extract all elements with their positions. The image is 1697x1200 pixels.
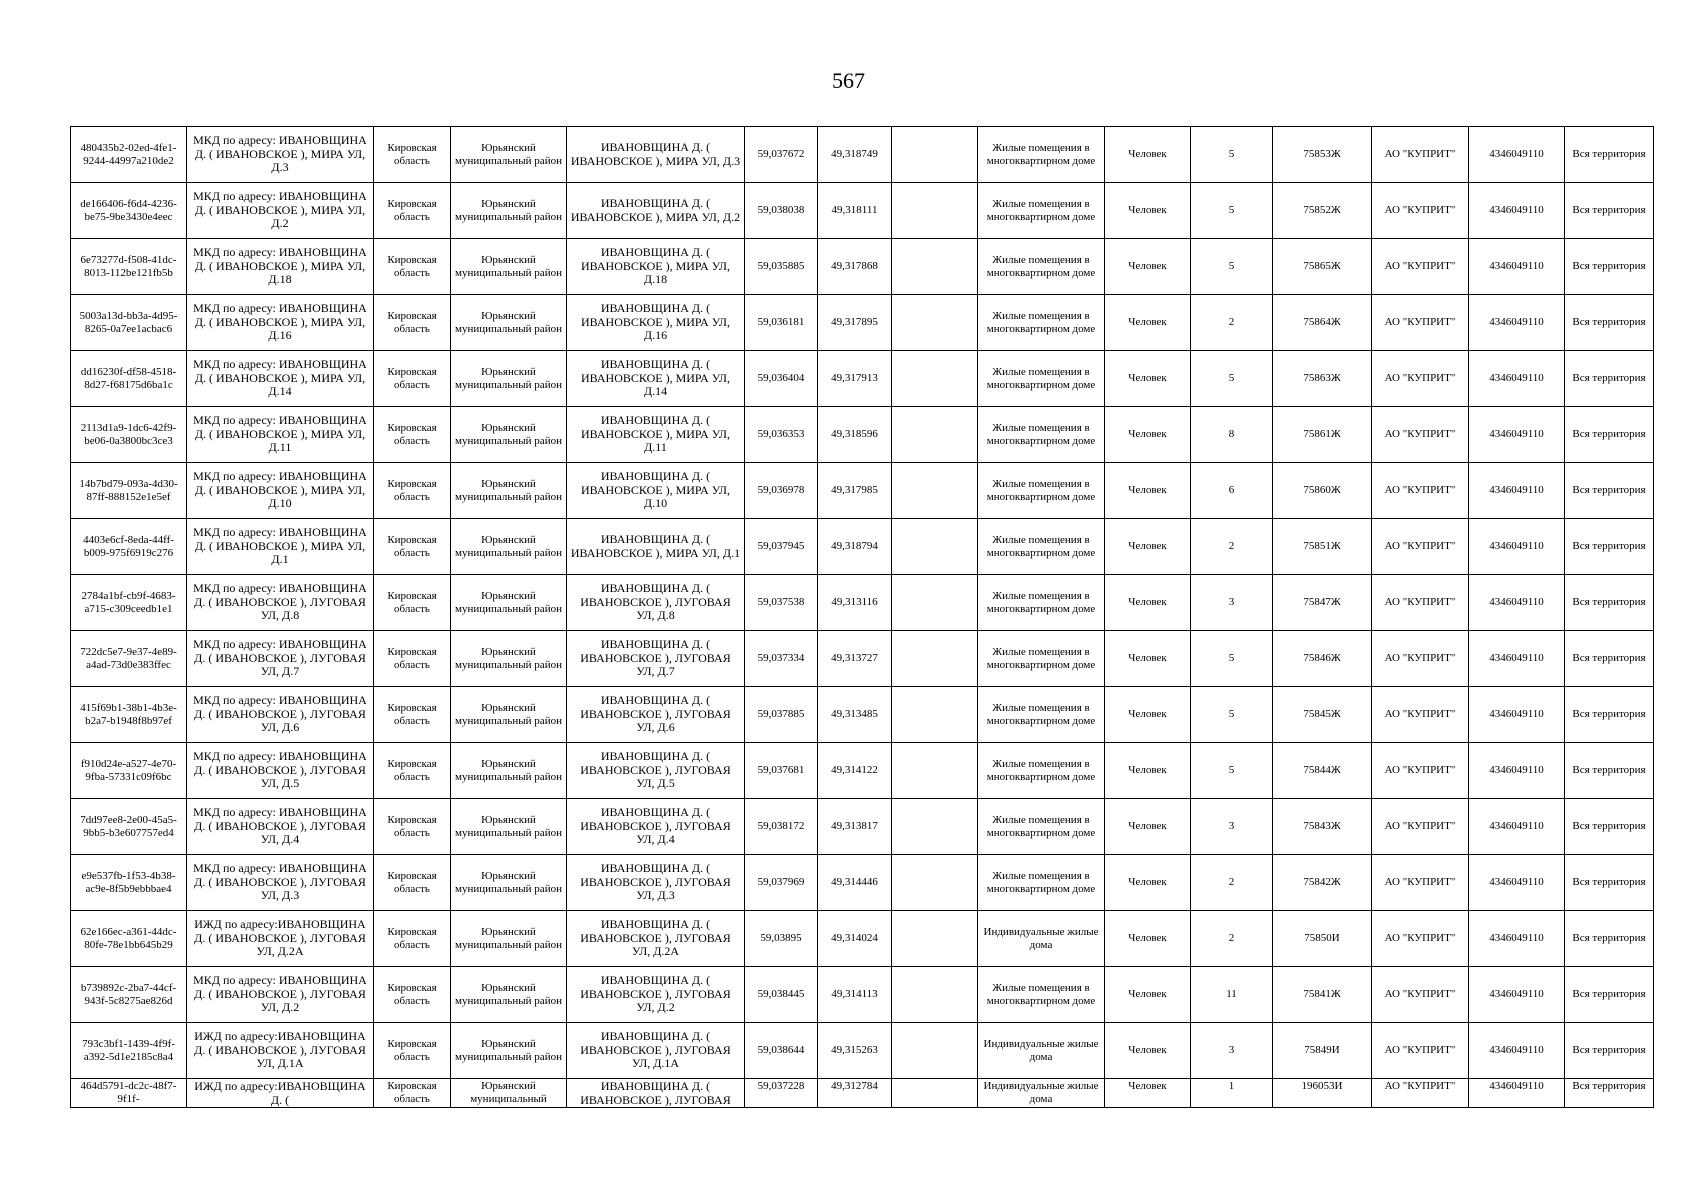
count-cell: 1 [1191, 1079, 1273, 1108]
address-cell: ИВАНОВЩИНА Д. ( ИВАНОВСКОЕ ), МИРА УЛ, Д.11 [567, 407, 745, 463]
code-cell: 75852Ж [1273, 183, 1372, 239]
category-cell: Жилые помещения в многоквартирном доме [978, 519, 1105, 575]
district-cell: Юрьянский муниципальный район [451, 911, 567, 967]
object-name-cell: МКД по адресу: ИВАНОВЩИНА Д. ( ИВАНОВСКОЕ ), МИРА УЛ, Д.18 [187, 239, 374, 295]
latitude-cell: 59,037334 [745, 631, 818, 687]
district-cell: Юрьянский муниципальный район [451, 519, 567, 575]
latitude-cell: 59,038644 [745, 1023, 818, 1079]
inn-cell: 4346049110 [1469, 183, 1565, 239]
district-cell: Юрьянский муниципальный район [451, 407, 567, 463]
table-row [71, 239, 1654, 295]
unit-cell: Человек [1105, 463, 1191, 519]
region-cell: Кировская область [374, 295, 451, 351]
region-cell: Кировская область [374, 351, 451, 407]
region-cell: Кировская область [374, 743, 451, 799]
code-cell: 75860Ж [1273, 463, 1372, 519]
table-row [71, 687, 1654, 743]
organization-cell: АО "КУПРИТ" [1372, 127, 1469, 183]
inn-cell: 4346049110 [1469, 687, 1565, 743]
latitude-cell: 59,037538 [745, 575, 818, 631]
guid-cell: e9e537fb-1f53-4b38-ac9e-8f5b9ebbbae4 [71, 855, 187, 911]
region-cell: Кировская область [374, 519, 451, 575]
latitude-cell: 59,037885 [745, 687, 818, 743]
object-name-cell: МКД по адресу: ИВАНОВЩИНА Д. ( ИВАНОВСКОЕ ), МИРА УЛ, Д.1 [187, 519, 374, 575]
inn-cell: 4346049110 [1469, 799, 1565, 855]
inn-cell: 4346049110 [1469, 295, 1565, 351]
table-row [71, 1023, 1654, 1079]
category-cell: Жилые помещения в многоквартирном доме [978, 295, 1105, 351]
guid-cell: 14b7bd79-093a-4d30-87ff-888152e1e5ef [71, 463, 187, 519]
inn-cell: 4346049110 [1469, 351, 1565, 407]
empty-cell [892, 967, 978, 1023]
table-row [71, 1079, 1654, 1108]
table-row [71, 911, 1654, 967]
unit-cell: Человек [1105, 687, 1191, 743]
count-cell: 6 [1191, 463, 1273, 519]
category-cell: Жилые помещения в многоквартирном доме [978, 575, 1105, 631]
category-cell: Жилые помещения в многоквартирном доме [978, 239, 1105, 295]
organization-cell: АО "КУПРИТ" [1372, 911, 1469, 967]
unit-cell: Человек [1105, 631, 1191, 687]
category-cell: Жилые помещения в многоквартирном доме [978, 407, 1105, 463]
guid-cell: 793c3bf1-1439-4f9f-a392-5d1e2185c8a4 [71, 1023, 187, 1079]
category-cell: Индивидуальные жилые дома [978, 1079, 1105, 1108]
region-cell: Кировская область [374, 855, 451, 911]
category-cell: Жилые помещения в многоквартирном доме [978, 127, 1105, 183]
category-cell: Индивидуальные жилые дома [978, 1023, 1105, 1079]
unit-cell: Человек [1105, 967, 1191, 1023]
code-cell: 75849И [1273, 1023, 1372, 1079]
address-cell: ИВАНОВЩИНА Д. ( ИВАНОВСКОЕ ), ЛУГОВАЯ УЛ, Д.3 [567, 855, 745, 911]
category-cell: Жилые помещения в многоквартирном доме [978, 855, 1105, 911]
object-name-cell: ИЖД по адресу:ИВАНОВЩИНА Д. ( ИВАНОВСКОЕ ), ЛУГОВАЯ УЛ, Д.1А [187, 1023, 374, 1079]
region-cell: Кировская область [374, 799, 451, 855]
category-cell: Жилые помещения в многоквартирном доме [978, 799, 1105, 855]
territory-cell: Вся территория [1565, 911, 1654, 967]
code-cell: 75842Ж [1273, 855, 1372, 911]
guid-cell: 4403e6cf-8eda-44ff-b009-975f6919c276 [71, 519, 187, 575]
unit-cell: Человек [1105, 183, 1191, 239]
inn-cell: 4346049110 [1469, 631, 1565, 687]
code-cell: 75841Ж [1273, 967, 1372, 1023]
region-cell: Кировская область [374, 463, 451, 519]
empty-cell [892, 1023, 978, 1079]
table-row [71, 855, 1654, 911]
longitude-cell: 49,313485 [818, 687, 892, 743]
district-cell: Юрьянский муниципальный район [451, 183, 567, 239]
category-cell: Жилые помещения в многоквартирном доме [978, 183, 1105, 239]
unit-cell: Человек [1105, 911, 1191, 967]
empty-cell [892, 239, 978, 295]
code-cell: 75850И [1273, 911, 1372, 967]
count-cell: 2 [1191, 519, 1273, 575]
count-cell: 8 [1191, 407, 1273, 463]
address-cell: ИВАНОВЩИНА Д. ( ИВАНОВСКОЕ ), МИРА УЛ, Д.3 [567, 127, 745, 183]
empty-cell [892, 799, 978, 855]
code-cell: 75863Ж [1273, 351, 1372, 407]
empty-cell [892, 127, 978, 183]
code-cell: 75851Ж [1273, 519, 1372, 575]
territory-cell: Вся территория [1565, 743, 1654, 799]
inn-cell: 4346049110 [1469, 575, 1565, 631]
address-cell: ИВАНОВЩИНА Д. ( ИВАНОВСКОЕ ), ЛУГОВАЯ УЛ, Д.8 [567, 575, 745, 631]
territory-cell: Вся территория [1565, 575, 1654, 631]
latitude-cell: 59,037228 [745, 1079, 818, 1108]
territory-cell: Вся территория [1565, 183, 1654, 239]
count-cell: 2 [1191, 911, 1273, 967]
empty-cell [892, 911, 978, 967]
organization-cell: АО "КУПРИТ" [1372, 631, 1469, 687]
category-cell: Жилые помещения в многоквартирном доме [978, 743, 1105, 799]
longitude-cell: 49,317868 [818, 239, 892, 295]
organization-cell: АО "КУПРИТ" [1372, 239, 1469, 295]
object-name-cell: МКД по адресу: ИВАНОВЩИНА Д. ( ИВАНОВСКОЕ ), МИРА УЛ, Д.2 [187, 183, 374, 239]
count-cell: 3 [1191, 575, 1273, 631]
count-cell: 5 [1191, 351, 1273, 407]
table-row [71, 407, 1654, 463]
district-cell: Юрьянский муниципальный район [451, 967, 567, 1023]
unit-cell: Человек [1105, 295, 1191, 351]
empty-cell [892, 295, 978, 351]
organization-cell: АО "КУПРИТ" [1372, 743, 1469, 799]
table-body [71, 127, 1654, 1108]
code-cell: 75845Ж [1273, 687, 1372, 743]
address-cell: ИВАНОВЩИНА Д. ( ИВАНОВСКОЕ ), ЛУГОВАЯ УЛ, Д.6 [567, 687, 745, 743]
inn-cell: 4346049110 [1469, 239, 1565, 295]
unit-cell: Человек [1105, 855, 1191, 911]
object-name-cell: МКД по адресу: ИВАНОВЩИНА Д. ( ИВАНОВСКОЕ ), ЛУГОВАЯ УЛ, Д.2 [187, 967, 374, 1023]
latitude-cell: 59,036978 [745, 463, 818, 519]
district-cell: Юрьянский муниципальный район [451, 687, 567, 743]
count-cell: 5 [1191, 631, 1273, 687]
longitude-cell: 49,318749 [818, 127, 892, 183]
object-name-cell: МКД по адресу: ИВАНОВЩИНА Д. ( ИВАНОВСКОЕ ), МИРА УЛ, Д.11 [187, 407, 374, 463]
longitude-cell: 49,318111 [818, 183, 892, 239]
count-cell: 5 [1191, 687, 1273, 743]
address-cell: ИВАНОВЩИНА Д. ( ИВАНОВСКОЕ ), ЛУГОВАЯ УЛ, Д.1А [567, 1023, 745, 1079]
organization-cell: АО "КУПРИТ" [1372, 799, 1469, 855]
inn-cell: 4346049110 [1469, 463, 1565, 519]
district-cell: Юрьянский муниципальный район [451, 239, 567, 295]
district-cell: Юрьянский муниципальный район [451, 463, 567, 519]
district-cell: Юрьянский муниципальный район [451, 575, 567, 631]
unit-cell: Человек [1105, 519, 1191, 575]
unit-cell: Человек [1105, 407, 1191, 463]
longitude-cell: 49,314113 [818, 967, 892, 1023]
district-cell: Юрьянский муниципальный район [451, 855, 567, 911]
table-row [71, 519, 1654, 575]
organization-cell: АО "КУПРИТ" [1372, 1023, 1469, 1079]
address-cell: ИВАНОВЩИНА Д. ( ИВАНОВСКОЕ ), ЛУГОВАЯ УЛ, Д.2А [567, 911, 745, 967]
unit-cell: Человек [1105, 575, 1191, 631]
guid-cell: 2113d1a9-1dc6-42f9-be06-0a3800bc3ce3 [71, 407, 187, 463]
code-cell: 75843Ж [1273, 799, 1372, 855]
district-cell: Юрьянский муниципальный район [451, 295, 567, 351]
territory-cell: Вся территория [1565, 631, 1654, 687]
object-name-cell: МКД по адресу: ИВАНОВЩИНА Д. ( ИВАНОВСКОЕ ), МИРА УЛ, Д.10 [187, 463, 374, 519]
code-cell: 75847Ж [1273, 575, 1372, 631]
longitude-cell: 49,313817 [818, 799, 892, 855]
territory-cell: Вся территория [1565, 463, 1654, 519]
address-cell: ИВАНОВЩИНА Д. ( ИВАНОВСКОЕ ), МИРА УЛ, Д.10 [567, 463, 745, 519]
longitude-cell: 49,313116 [818, 575, 892, 631]
territory-cell: Вся территория [1565, 799, 1654, 855]
object-name-cell: МКД по адресу: ИВАНОВЩИНА Д. ( ИВАНОВСКОЕ ), МИРА УЛ, Д.14 [187, 351, 374, 407]
table-row [71, 127, 1654, 183]
latitude-cell: 59,03895 [745, 911, 818, 967]
inn-cell: 4346049110 [1469, 1079, 1565, 1108]
code-cell: 75865Ж [1273, 239, 1372, 295]
organization-cell: АО "КУПРИТ" [1372, 967, 1469, 1023]
territory-cell: Вся территория [1565, 407, 1654, 463]
region-cell: Кировская область [374, 967, 451, 1023]
empty-cell [892, 519, 978, 575]
longitude-cell: 49,312784 [818, 1079, 892, 1108]
organization-cell: АО "КУПРИТ" [1372, 295, 1469, 351]
region-cell: Кировская область [374, 127, 451, 183]
count-cell: 3 [1191, 1023, 1273, 1079]
inn-cell: 4346049110 [1469, 1023, 1565, 1079]
category-cell: Жилые помещения в многоквартирном доме [978, 351, 1105, 407]
count-cell: 11 [1191, 967, 1273, 1023]
latitude-cell: 59,035885 [745, 239, 818, 295]
registry-table [70, 126, 1654, 1108]
unit-cell: Человек [1105, 239, 1191, 295]
latitude-cell: 59,036353 [745, 407, 818, 463]
guid-cell: 415f69b1-38b1-4b3e-b2a7-b1948f8b97ef [71, 687, 187, 743]
inn-cell: 4346049110 [1469, 407, 1565, 463]
table-row [71, 743, 1654, 799]
longitude-cell: 49,315263 [818, 1023, 892, 1079]
code-cell: 75861Ж [1273, 407, 1372, 463]
region-cell: Кировская область [374, 911, 451, 967]
guid-cell: 7dd97ee8-2e00-45a5-9bb5-b3e607757ed4 [71, 799, 187, 855]
address-cell: ИВАНОВЩИНА Д. ( ИВАНОВСКОЕ ), МИРА УЛ, Д.18 [567, 239, 745, 295]
latitude-cell: 59,036404 [745, 351, 818, 407]
code-cell: 196053И [1273, 1079, 1372, 1108]
latitude-cell: 59,038038 [745, 183, 818, 239]
empty-cell [892, 631, 978, 687]
territory-cell: Вся территория [1565, 687, 1654, 743]
object-name-cell: МКД по адресу: ИВАНОВЩИНА Д. ( ИВАНОВСКОЕ ), ЛУГОВАЯ УЛ, Д.4 [187, 799, 374, 855]
count-cell: 3 [1191, 799, 1273, 855]
territory-cell: Вся территория [1565, 1023, 1654, 1079]
table-row [71, 183, 1654, 239]
district-cell: Юрьянский муниципальный район [451, 351, 567, 407]
object-name-cell: МКД по адресу: ИВАНОВЩИНА Д. ( ИВАНОВСКОЕ ), ЛУГОВАЯ УЛ, Д.7 [187, 631, 374, 687]
unit-cell: Человек [1105, 1023, 1191, 1079]
code-cell: 75864Ж [1273, 295, 1372, 351]
unit-cell: Человек [1105, 127, 1191, 183]
unit-cell: Человек [1105, 1079, 1191, 1108]
guid-cell: 5003a13d-bb3a-4d95-8265-0a7ee1acbac6 [71, 295, 187, 351]
address-cell: ИВАНОВЩИНА Д. ( ИВАНОВСКОЕ ), МИРА УЛ, Д.2 [567, 183, 745, 239]
unit-cell: Человек [1105, 799, 1191, 855]
address-cell: ИВАНОВЩИНА Д. ( ИВАНОВСКОЕ ), ЛУГОВАЯ УЛ, Д.2 [567, 967, 745, 1023]
empty-cell [892, 407, 978, 463]
category-cell: Жилые помещения в многоквартирном доме [978, 463, 1105, 519]
code-cell: 75846Ж [1273, 631, 1372, 687]
empty-cell [892, 183, 978, 239]
organization-cell: АО "КУПРИТ" [1372, 1079, 1469, 1108]
object-name-cell: МКД по адресу: ИВАНОВЩИНА Д. ( ИВАНОВСКОЕ ), МИРА УЛ, Д.3 [187, 127, 374, 183]
district-cell: Юрьянский муниципальный район [451, 743, 567, 799]
organization-cell: АО "КУПРИТ" [1372, 407, 1469, 463]
district-cell: Юрьянский муниципальный район [451, 127, 567, 183]
address-cell: ИВАНОВЩИНА Д. ( ИВАНОВСКОЕ ), ЛУГОВАЯ [567, 1079, 745, 1108]
district-cell: Юрьянский муниципальный район [451, 799, 567, 855]
guid-cell: 6e73277d-f508-41dc-8013-112be121fb5b [71, 239, 187, 295]
longitude-cell: 49,314024 [818, 911, 892, 967]
address-cell: ИВАНОВЩИНА Д. ( ИВАНОВСКОЕ ), МИРА УЛ, Д.1 [567, 519, 745, 575]
object-name-cell: МКД по адресу: ИВАНОВЩИНА Д. ( ИВАНОВСКОЕ ), ЛУГОВАЯ УЛ, Д.8 [187, 575, 374, 631]
guid-cell: 722dc5e7-9e37-4e89-a4ad-73d0e383ffec [71, 631, 187, 687]
organization-cell: АО "КУПРИТ" [1372, 855, 1469, 911]
organization-cell: АО "КУПРИТ" [1372, 463, 1469, 519]
count-cell: 2 [1191, 295, 1273, 351]
category-cell: Индивидуальные жилые дома [978, 911, 1105, 967]
longitude-cell: 49,318794 [818, 519, 892, 575]
empty-cell [892, 1079, 978, 1108]
inn-cell: 4346049110 [1469, 911, 1565, 967]
district-cell: Юрьянский муниципальный район [451, 631, 567, 687]
region-cell: Кировская область [374, 687, 451, 743]
empty-cell [892, 855, 978, 911]
region-cell: Кировская область [374, 575, 451, 631]
latitude-cell: 59,038445 [745, 967, 818, 1023]
unit-cell: Человек [1105, 743, 1191, 799]
guid-cell: 464d5791-dc2c-48f7-9f1f- [71, 1079, 187, 1108]
unit-cell: Человек [1105, 351, 1191, 407]
inn-cell: 4346049110 [1469, 967, 1565, 1023]
page-number: 567 [832, 68, 865, 93]
address-cell: ИВАНОВЩИНА Д. ( ИВАНОВСКОЕ ), МИРА УЛ, Д.14 [567, 351, 745, 407]
territory-cell: Вся территория [1565, 967, 1654, 1023]
guid-cell: dd16230f-df58-4518-8d27-f68175d6ba1c [71, 351, 187, 407]
latitude-cell: 59,037969 [745, 855, 818, 911]
empty-cell [892, 575, 978, 631]
territory-cell: Вся территория [1565, 351, 1654, 407]
guid-cell: 480435b2-02ed-4fe1-9244-44997a210de2 [71, 127, 187, 183]
organization-cell: АО "КУПРИТ" [1372, 351, 1469, 407]
object-name-cell: МКД по адресу: ИВАНОВЩИНА Д. ( ИВАНОВСКОЕ ), МИРА УЛ, Д.16 [187, 295, 374, 351]
territory-cell: Вся территория [1565, 295, 1654, 351]
count-cell: 5 [1191, 743, 1273, 799]
territory-cell: Вся территория [1565, 127, 1654, 183]
region-cell: Кировская область [374, 1023, 451, 1079]
table-row [71, 631, 1654, 687]
table-row [71, 295, 1654, 351]
address-cell: ИВАНОВЩИНА Д. ( ИВАНОВСКОЕ ), ЛУГОВАЯ УЛ, Д.4 [567, 799, 745, 855]
territory-cell: Вся территория [1565, 1079, 1654, 1108]
table-row [71, 799, 1654, 855]
empty-cell [892, 463, 978, 519]
latitude-cell: 59,036181 [745, 295, 818, 351]
longitude-cell: 49,317913 [818, 351, 892, 407]
object-name-cell: ИЖД по адресу:ИВАНОВЩИНА Д. ( [187, 1079, 374, 1108]
inn-cell: 4346049110 [1469, 127, 1565, 183]
count-cell: 5 [1191, 239, 1273, 295]
object-name-cell: МКД по адресу: ИВАНОВЩИНА Д. ( ИВАНОВСКОЕ ), ЛУГОВАЯ УЛ, Д.5 [187, 743, 374, 799]
longitude-cell: 49,314446 [818, 855, 892, 911]
longitude-cell: 49,313727 [818, 631, 892, 687]
guid-cell: 62e166ec-a361-44dc-80fe-78e1bb645b29 [71, 911, 187, 967]
organization-cell: АО "КУПРИТ" [1372, 519, 1469, 575]
empty-cell [892, 687, 978, 743]
guid-cell: b739892c-2ba7-44cf-943f-5c8275ae826d [71, 967, 187, 1023]
table-row [71, 351, 1654, 407]
count-cell: 5 [1191, 127, 1273, 183]
table-row [71, 967, 1654, 1023]
object-name-cell: МКД по адресу: ИВАНОВЩИНА Д. ( ИВАНОВСКОЕ ), ЛУГОВАЯ УЛ, Д.3 [187, 855, 374, 911]
inn-cell: 4346049110 [1469, 519, 1565, 575]
category-cell: Жилые помещения в многоквартирном доме [978, 631, 1105, 687]
table-row [71, 463, 1654, 519]
category-cell: Жилые помещения в многоквартирном доме [978, 687, 1105, 743]
district-cell: Юрьянский муниципальный [451, 1079, 567, 1108]
longitude-cell: 49,317985 [818, 463, 892, 519]
territory-cell: Вся территория [1565, 855, 1654, 911]
object-name-cell: ИЖД по адресу:ИВАНОВЩИНА Д. ( ИВАНОВСКОЕ ), ЛУГОВАЯ УЛ, Д.2А [187, 911, 374, 967]
latitude-cell: 59,037945 [745, 519, 818, 575]
guid-cell: de166406-f6d4-4236-be75-9be3430e4eec [71, 183, 187, 239]
region-cell: Кировская область [374, 239, 451, 295]
latitude-cell: 59,037672 [745, 127, 818, 183]
longitude-cell: 49,314122 [818, 743, 892, 799]
organization-cell: АО "КУПРИТ" [1372, 183, 1469, 239]
empty-cell [892, 351, 978, 407]
region-cell: Кировская область [374, 1079, 451, 1108]
count-cell: 5 [1191, 183, 1273, 239]
latitude-cell: 59,038172 [745, 799, 818, 855]
code-cell: 75853Ж [1273, 127, 1372, 183]
district-cell: Юрьянский муниципальный район [451, 1023, 567, 1079]
region-cell: Кировская область [374, 183, 451, 239]
table-row [71, 575, 1654, 631]
address-cell: ИВАНОВЩИНА Д. ( ИВАНОВСКОЕ ), МИРА УЛ, Д.16 [567, 295, 745, 351]
territory-cell: Вся территория [1565, 519, 1654, 575]
longitude-cell: 49,318596 [818, 407, 892, 463]
address-cell: ИВАНОВЩИНА Д. ( ИВАНОВСКОЕ ), ЛУГОВАЯ УЛ, Д.5 [567, 743, 745, 799]
guid-cell: 2784a1bf-cb9f-4683-a715-c309ceedb1e1 [71, 575, 187, 631]
count-cell: 2 [1191, 855, 1273, 911]
address-cell: ИВАНОВЩИНА Д. ( ИВАНОВСКОЕ ), ЛУГОВАЯ УЛ, Д.7 [567, 631, 745, 687]
longitude-cell: 49,317895 [818, 295, 892, 351]
inn-cell: 4346049110 [1469, 743, 1565, 799]
object-name-cell: МКД по адресу: ИВАНОВЩИНА Д. ( ИВАНОВСКОЕ ), ЛУГОВАЯ УЛ, Д.6 [187, 687, 374, 743]
category-cell: Жилые помещения в многоквартирном доме [978, 967, 1105, 1023]
empty-cell [892, 743, 978, 799]
guid-cell: f910d24e-a527-4e70-9fba-57331c09f6bc [71, 743, 187, 799]
code-cell: 75844Ж [1273, 743, 1372, 799]
organization-cell: АО "КУПРИТ" [1372, 575, 1469, 631]
latitude-cell: 59,037681 [745, 743, 818, 799]
territory-cell: Вся территория [1565, 239, 1654, 295]
region-cell: Кировская область [374, 631, 451, 687]
region-cell: Кировская область [374, 407, 451, 463]
organization-cell: АО "КУПРИТ" [1372, 687, 1469, 743]
inn-cell: 4346049110 [1469, 855, 1565, 911]
